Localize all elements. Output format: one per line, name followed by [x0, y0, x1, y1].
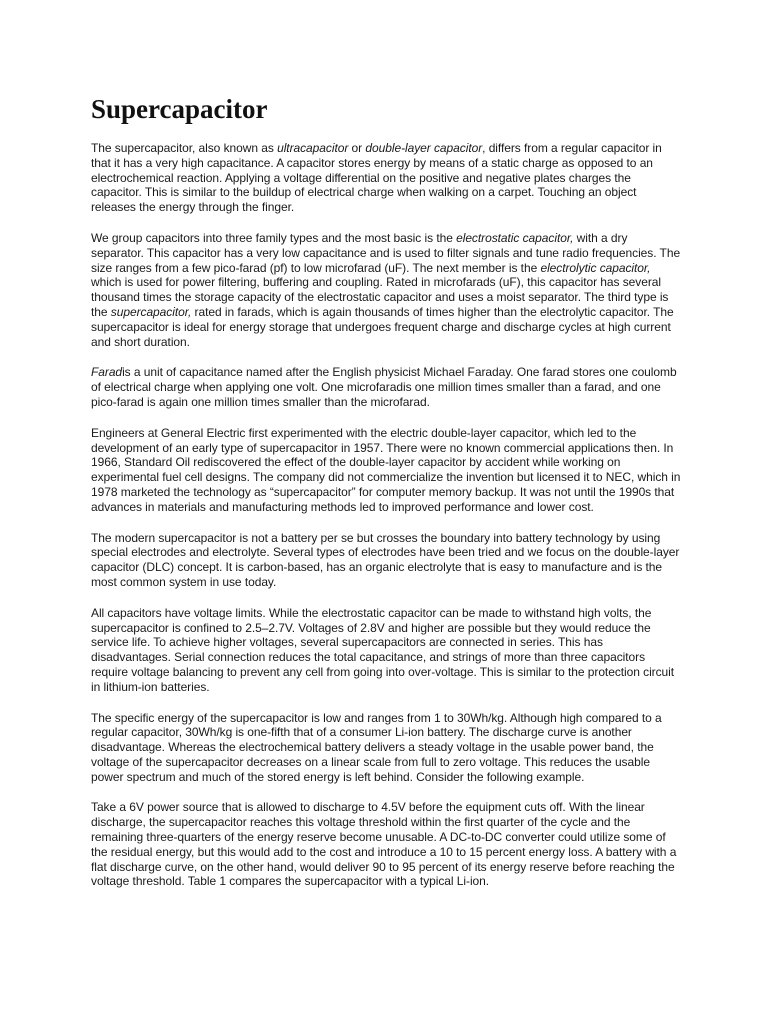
text-run: Take a 6V power source that is allowed to discharge to 4.5V before the equipment cuts off. With the linear discharge, the supercapacitor reaches this voltage threshold within the first quarter of the cycle and the remaining three-quarters of the energy reserve become unusable. A DC-to-DC converter could utilize some of the residual energy, but this would add to the cost and introduce a 10 to 15 percent energy loss. A battery with a flat discharge curve, on the other hand, would deliver 90 to 95 percent of its energy reserve before reaching the voltage threshold. Table 1 compares the supercapacitor with a typical Li-ion.: [91, 800, 677, 889]
paragraph-capacitor-types: [91, 231, 681, 349]
paragraph-voltage-limits: [91, 606, 681, 695]
italic-term: electrostatic capacitor,: [456, 230, 574, 245]
paragraph-intro: [91, 141, 681, 215]
italic-term: double-layer capacitor: [365, 141, 483, 155]
italic-term: supercapacitor,: [110, 304, 192, 319]
italic-term: ultracapacitor: [277, 141, 349, 155]
text-run: with a dry separator. This capacitor has a very low capacitance and is used to filter signals and tune radio frequencies. The size ranges from a few pico-farad (pf) to low microfarad (uF). The next member is the: [91, 230, 681, 275]
text-run: We group capacitors into three family types and the most basic is the: [91, 230, 457, 245]
paragraph-farad: [91, 365, 681, 409]
text-run: or: [348, 141, 366, 155]
text-run: which is used for power filtering, buffering and coupling. Rated in microfarads (uF), this capacitor has several thousand times the storage capacity of the electrostatic capacitor and uses a moist separator. The third type is the: [91, 275, 669, 319]
article-body: [91, 141, 681, 905]
text-run: The specific energy of the supercapacitor is low and ranges from 1 to 30Wh/kg. Although high compared to a regular capacitor, 30Wh/kg is one-fifth that of a consumer Li-ion battery. The discharge curve is another disadvantage. Whereas the electrochemical battery delivers a steady voltage in the usable power band, the voltage of the supercapacitor decreases on a linear scale from full to zero voltage. This reduces the usable power spectrum and much of the stored energy is left behind. Consider the following example.: [91, 710, 662, 784]
paragraph-history: [91, 426, 681, 515]
text-run: Engineers at General Electric first experimented with the electric double-layer capacitor, which led to the development of an early type of supercapacitor in 1957. There were no known commercial applications then. In 1966, Standard Oil rediscovered the effect of the double-layer capacitor by accident while working on experimental fuel cell designs. The company did not commercialize the invention but licensed it to NEC, which in 1978 marketed the technology as “supercapacitor” for computer memory backup. It was not until the 1990s that advances in materials and manufacturing methods led to improved performance and lower cost.: [91, 425, 681, 514]
text-run: The supercapacitor, also known as: [91, 141, 278, 155]
text-run: All capacitors have voltage limits. While the electrostatic capacitor can be made to withstand high volts, the supercapacitor is confined to 2.5–2.7V. Voltages of 2.8V and higher are possible but they would reduce the service life. To achieve higher voltages, several supercapacitors are connected in series. This has disadvantages. Serial connection reduces the total capacitance, and strings of more than three capacitors require voltage balancing to prevent any cell from going into over-voltage. This is similar to the protection circuit in lithium-ion batteries.: [91, 605, 675, 694]
paragraph-specific-energy: [91, 711, 681, 785]
page-title: Supercapacitor: [91, 94, 268, 124]
text-run: The modern supercapacitor is not a battery per se but crosses the boundary into battery technology by using special electrodes and electrolyte. Several types of electrodes have been tried and we focus on the double-layer capacitor (DLC) concept. It is carbon-based, has an organic electrolyte that is easy to manufacture and is the most common system in use today.: [91, 530, 680, 589]
italic-term: electrolytic capacitor,: [540, 260, 651, 275]
text-run: rated in farads, which is again thousands of times higher than the electrolytic capacitor. The supercapacitor is ideal for energy storage that undergoes frequent charge and discharge cycles at high current and short duration.: [91, 304, 674, 349]
paragraph-modern: [91, 531, 681, 590]
paragraph-example: [91, 800, 681, 889]
text-run: is a unit of capacitance named after the English physicist Michael Faraday. One farad stores one coulomb of electrical charge when applying one volt. One microfaradis one million times smaller than a farad, and one pico-farad is again one million times smaller than the microfarad.: [91, 365, 677, 409]
italic-term: Farad: [91, 365, 123, 380]
text-run: , differs from a regular capacitor in that it has a very high capacitance. A capacitor stores energy by means of a static charge as opposed to an electrochemical reaction. Applying a voltage differential on the positive and negative plates charges the capacitor. This is similar to the buildup of electrical charge when walking on a carpet. Touching an object releases the energy through the finger.: [91, 141, 662, 215]
